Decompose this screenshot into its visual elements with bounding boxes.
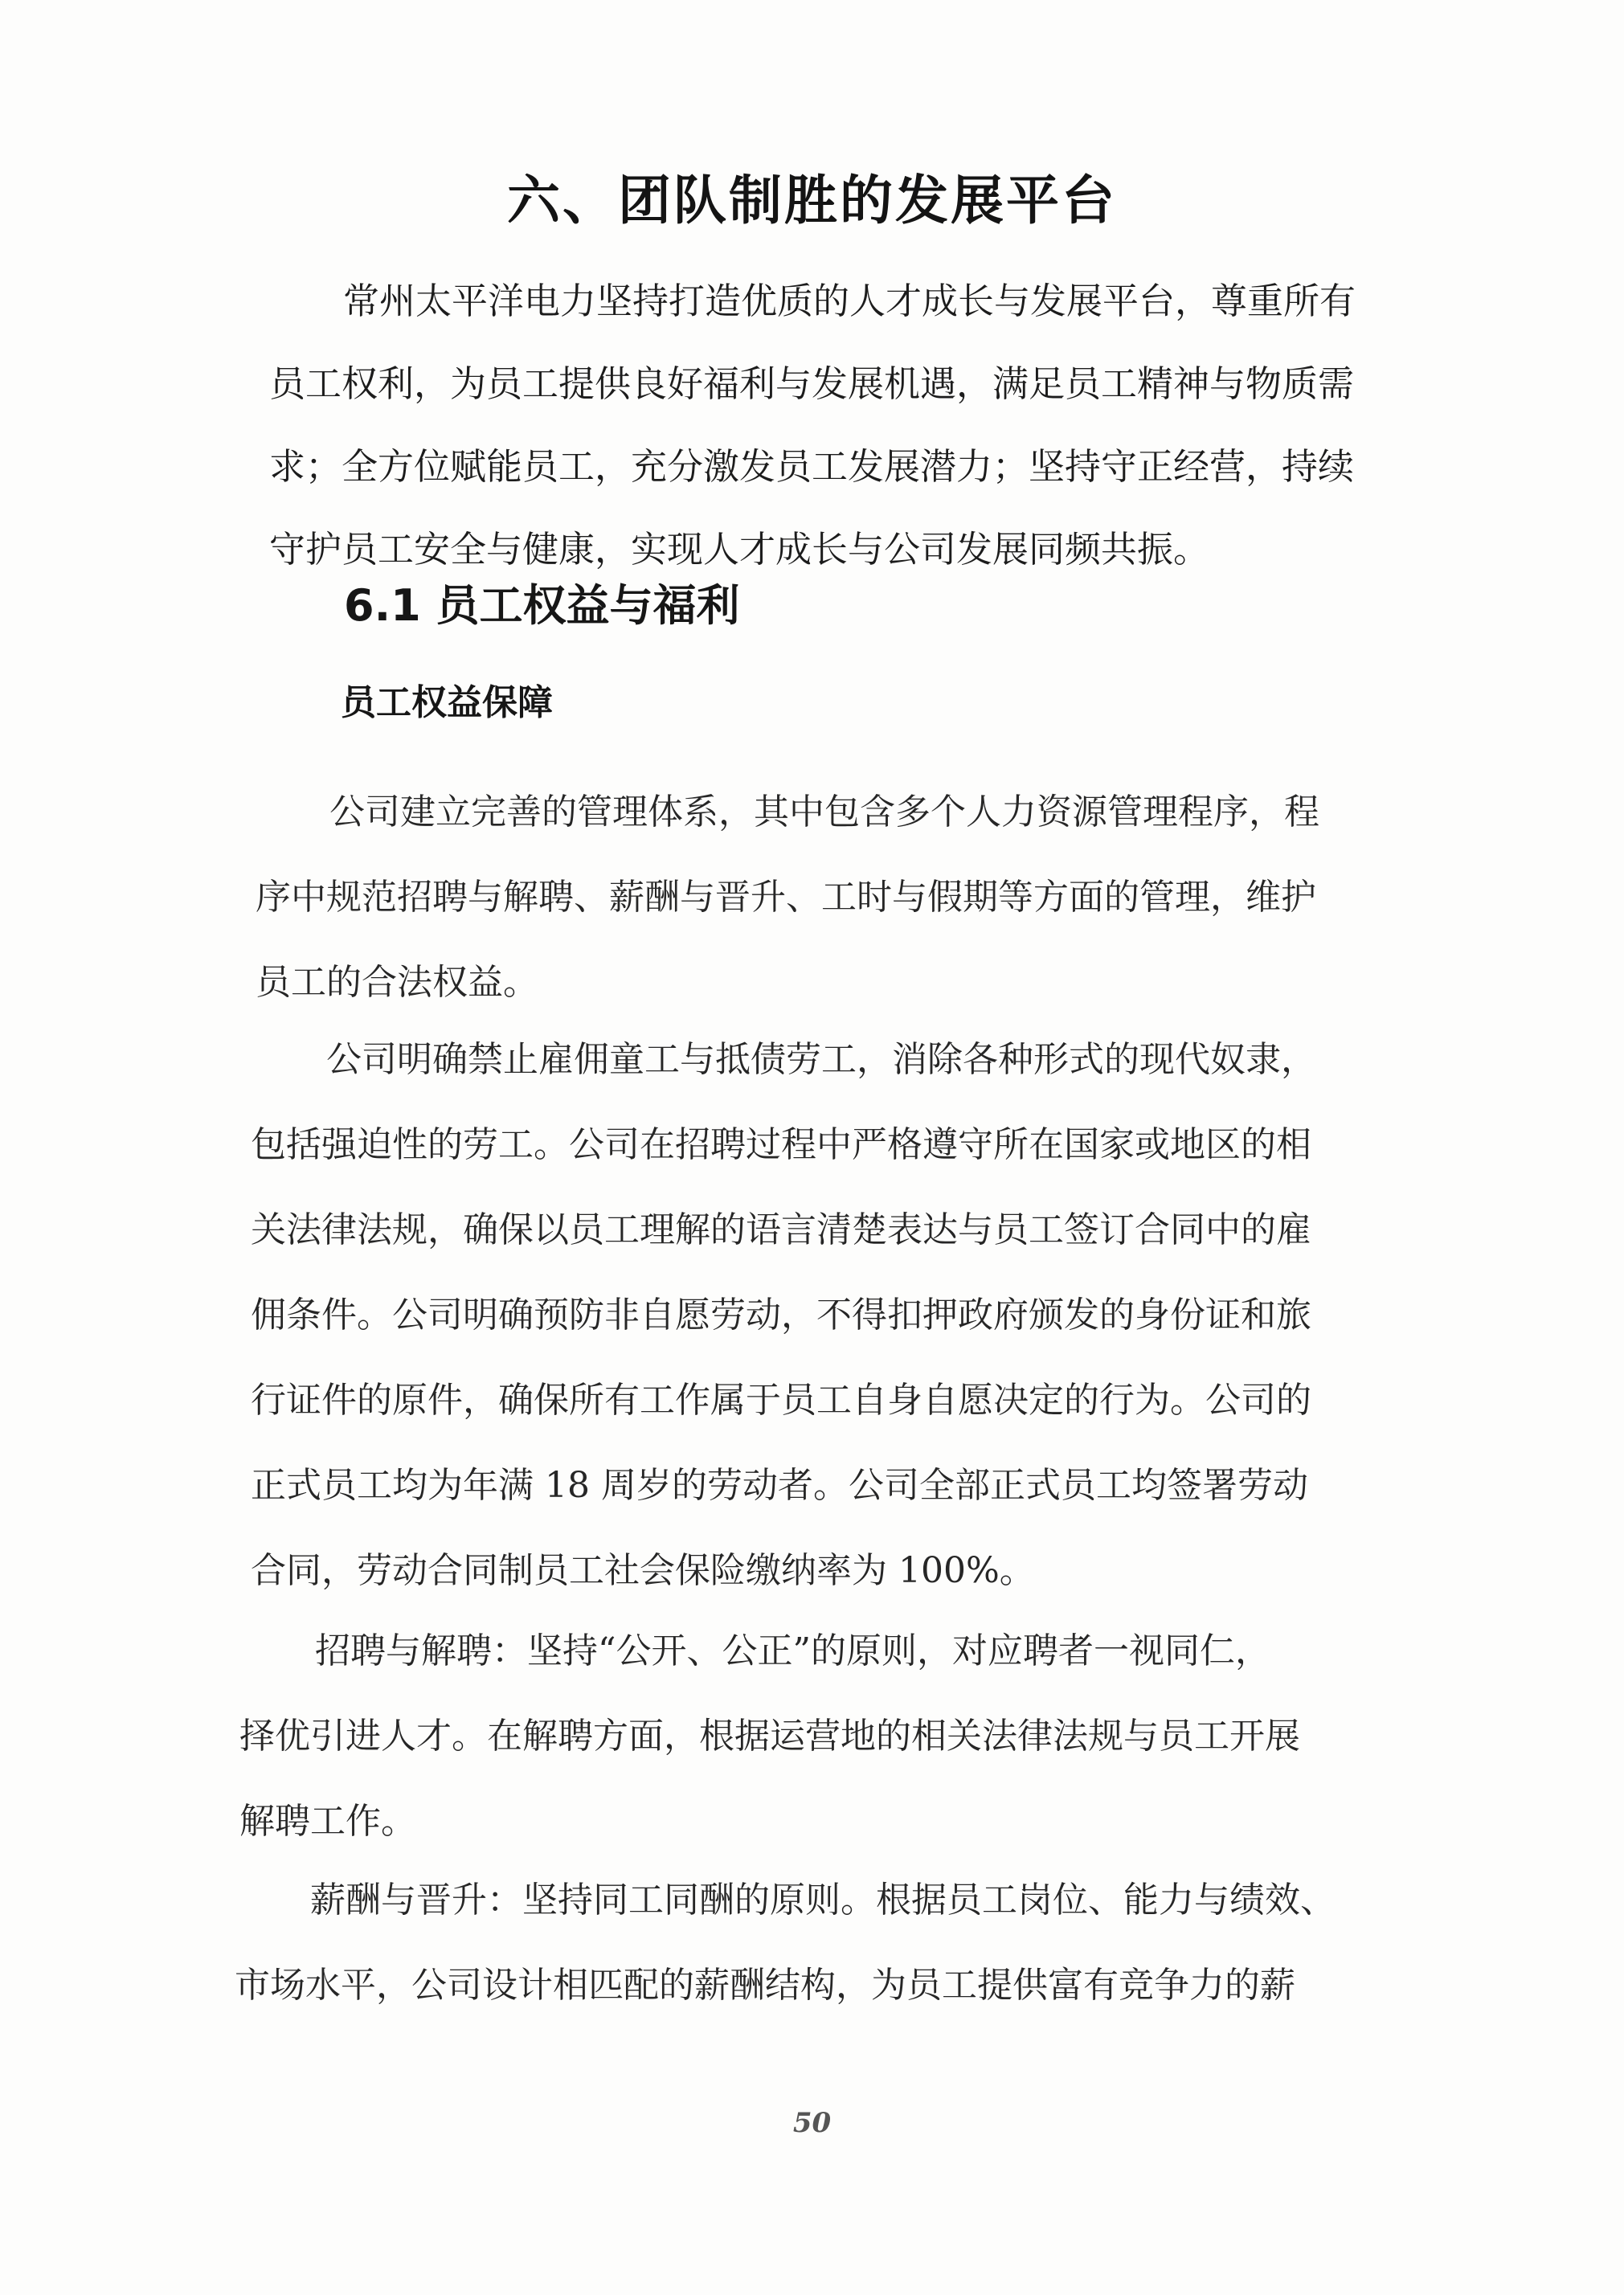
body-line: 招聘与解聘：坚持“公开、公正”的原则，对应聘者一视同仁，	[315, 1630, 1270, 1671]
body-line: 序中规范招聘与解聘、薪酬与晋升、工时与假期等方面的管理，维护	[256, 877, 1316, 918]
body-line: 市场水平，公司设计相匹配的薪酬结构，为员工提供富有竞争力的薪	[235, 1965, 1295, 2006]
body-line: 员工的合法权益。	[256, 962, 538, 1003]
body-line: 正式员工均为年满 18 周岁的劳动者。公司全部正式员工均签署劳动	[251, 1465, 1308, 1506]
body-line: 包括强迫性的劳工。公司在招聘过程中严格遵守所在国家或地区的相	[251, 1124, 1311, 1165]
body-line: 公司明确禁止雇佣童工与抵债劳工，消除各种形式的现代奴隶，	[326, 1039, 1316, 1080]
body-line: 合同，劳动合同制员工社会保险缴纳率为 100%。	[251, 1550, 1035, 1591]
subsection-title: 员工权益保障	[341, 682, 553, 723]
intro-line: 员工权利，为员工提供良好福利与发展机遇，满足员工精神与物质需	[269, 362, 1355, 405]
body-line: 佣条件。公司明确预防非自愿劳动，不得扣押政府颁发的身份证和旅	[251, 1295, 1311, 1336]
body-line: 关法律法规，确保以员工理解的语言清楚表达与员工签订合同中的雇	[251, 1209, 1311, 1250]
intro-paragraph	[269, 260, 1426, 591]
body-paragraph	[235, 1858, 1376, 2028]
body-paragraph	[239, 1609, 1381, 1864]
body-line: 行证件的原件，确保所有工作属于员工自身自愿决定的行为。公司的	[251, 1380, 1311, 1421]
section-title: 6.1 员工权益与福利	[344, 580, 740, 631]
body-paragraph	[251, 1017, 1392, 1614]
body-line: 解聘工作。	[239, 1801, 416, 1842]
body-line: 薪酬与晋升：坚持同工同酬的原则。根据员工岗位、能力与绩效、	[310, 1880, 1336, 1921]
body-paragraph	[256, 770, 1397, 1025]
body-line: 公司建立完善的管理体系，其中包含多个人力资源管理程序，程	[329, 792, 1319, 832]
intro-line: 常州太平洋电力坚持打造优质的人才成长与发展平台，尊重所有	[343, 280, 1356, 322]
body-line: 择优引进人才。在解聘方面，根据运营地的相关法律法规与员工开展	[239, 1716, 1300, 1757]
page-number: 50	[792, 2107, 832, 2139]
intro-line: 求；全方位赋能员工，充分激发员工发展潜力；坚持守正经营，持续	[269, 445, 1355, 488]
chapter-heading: 六、团队制胜的发展平台	[507, 170, 1117, 231]
intro-line: 守护员工安全与健康，实现人才成长与公司发展同频共振。	[269, 528, 1210, 571]
